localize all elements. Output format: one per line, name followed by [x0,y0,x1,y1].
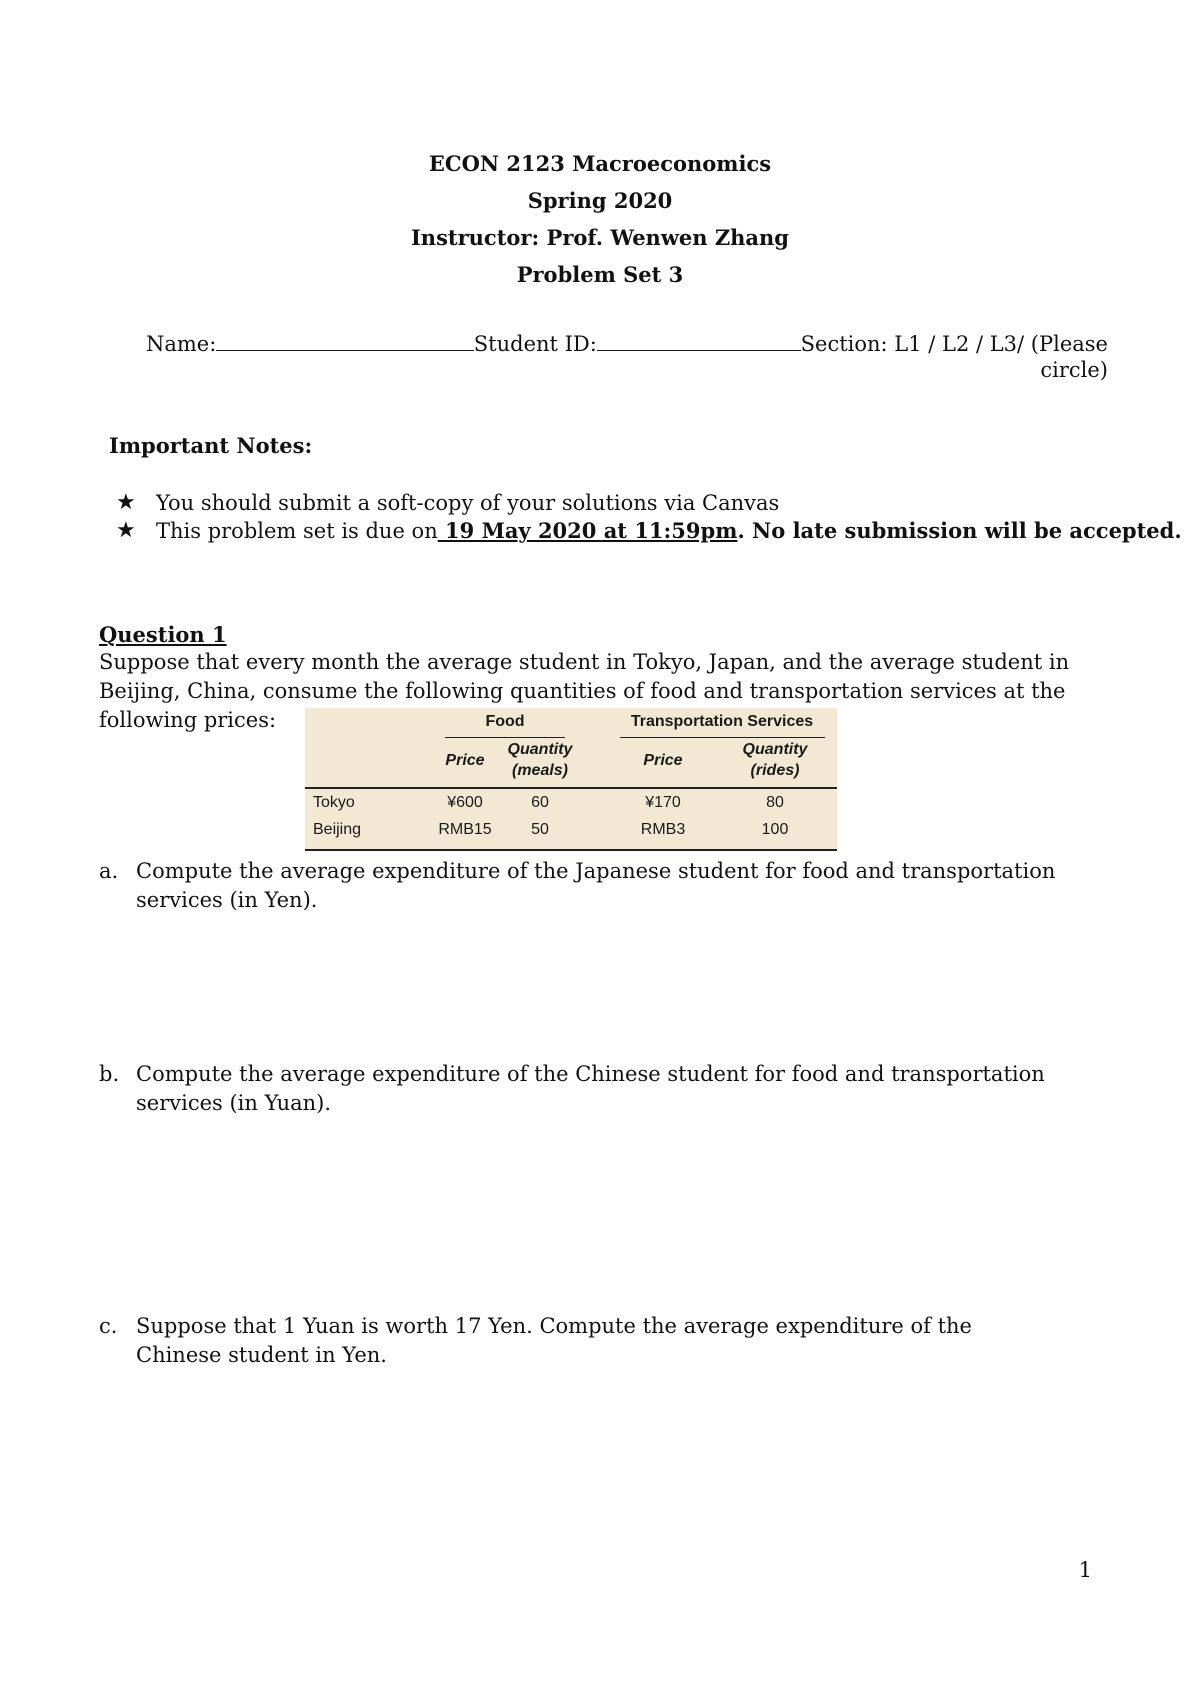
col-header-food-price: Price [445,752,485,769]
star-icon: ★ [116,518,136,543]
question-title: Question 1 [99,622,227,647]
name-blank [216,330,473,351]
problem-set-title: Problem Set 3 [516,262,684,287]
header-rule [305,787,837,789]
cell-trans-qty: 100 [761,821,789,838]
question-part-a [99,857,1059,915]
cell-trans-qty: 80 [766,794,784,811]
group-header-transport: Transportation Services [630,713,814,730]
question-intro: Suppose that every month the average student in Tokyo, Japan, and the average student in Beijing, China, consume the following quantities of food and transportation services at the following prices: [99,650,1070,732]
cell-food-price: RMB15 [438,821,492,838]
col-header-food-qty-unit: (meals) [511,762,569,779]
cell-food-qty: 60 [531,794,549,811]
due-date: 19 May 2020 at 11:59pm [437,518,738,543]
group-header-food: Food [485,713,525,730]
note-item [116,518,1182,543]
food-group-rule [445,737,565,738]
term: Spring 2020 [527,188,673,213]
section-label-cont: circle) [1040,358,1108,382]
note-text: You should submit a soft-copy of your solutions via Canvas [156,490,780,515]
notes-title: Important Notes: [109,433,313,458]
col-header-food-qty: Quantity [507,741,573,758]
bottom-rule [305,849,837,851]
page-number: 1 [1078,1558,1092,1582]
student-id-label: Student ID: [473,332,597,356]
star-icon: ★ [116,490,136,515]
cell-trans-price: RMB3 [640,821,686,838]
row-city: Tokyo [313,794,355,811]
part-text: Suppose that 1 Yuan is worth 17 Yen. Compute the average expenditure of the Chinese student in Yen. [136,1314,972,1367]
name-label: Name: [146,332,217,356]
part-text: Compute the average expenditure of the Chinese student for food and transportation services (in Yuan). [136,1062,1045,1115]
transport-group-rule [620,737,825,738]
note-item [116,490,779,515]
document-header [0,145,1200,293]
note-text: This problem set is due on [156,518,438,543]
late-policy: . No late submission will be accepted. [737,518,1182,543]
instructor: Instructor: Prof. Wenwen Zhang [410,225,789,250]
part-label: b. [99,1062,120,1086]
col-header-trans-qty: Quantity [742,741,808,758]
student-info-row [146,330,1108,382]
row-city: Beijing [313,821,362,838]
part-label: a. [99,859,119,883]
price-quantity-table [305,708,837,851]
student-id-blank [597,330,801,351]
question-part-c [99,1312,1059,1370]
cell-food-qty: 50 [531,821,549,838]
col-header-trans-qty-unit: (rides) [750,762,800,779]
question-part-b [99,1060,1059,1118]
col-header-trans-price: Price [643,752,683,769]
course-title: ECON 2123 Macroeconomics [428,151,772,176]
cell-food-price: ¥600 [447,794,483,811]
part-label: c. [99,1314,118,1338]
part-text: Compute the average expenditure of the Japanese student for food and transportation services (in Yen). [136,859,1056,912]
section-label: Section: L1 / L2 / L3/ (Please [800,332,1108,356]
cell-trans-price: ¥170 [645,794,681,811]
